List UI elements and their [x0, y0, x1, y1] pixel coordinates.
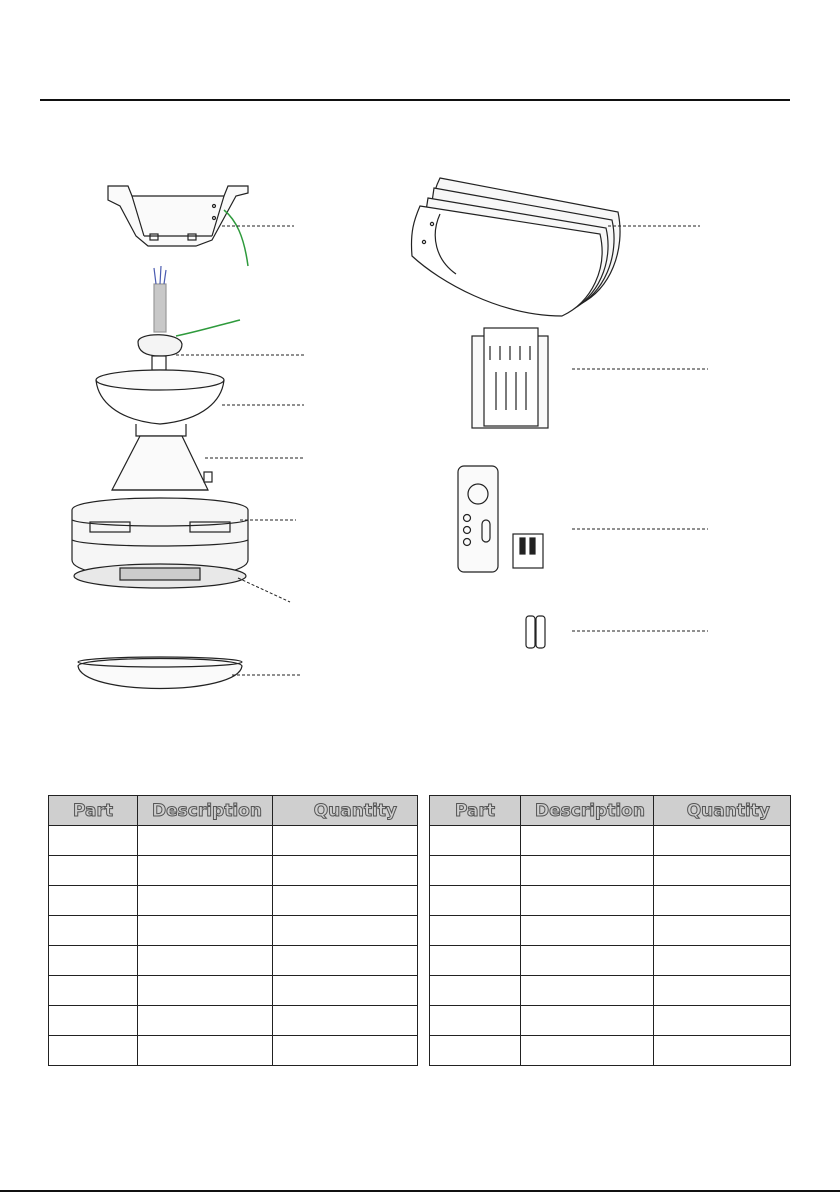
cell-quantity [654, 976, 791, 1006]
batteries-drawing [526, 616, 545, 648]
table-row [430, 826, 791, 856]
cell-quantity [654, 886, 791, 916]
cell-part [430, 916, 521, 946]
cell-part [49, 856, 138, 886]
cell-description [138, 916, 273, 946]
cell-quantity [273, 886, 418, 916]
cell-part [49, 916, 138, 946]
cell-quantity [273, 976, 418, 1006]
cell-part [430, 1006, 521, 1036]
cell-quantity [654, 856, 791, 886]
leader-line [238, 578, 290, 602]
cell-part [430, 976, 521, 1006]
cell-part [430, 1036, 521, 1066]
cell-description [138, 976, 273, 1006]
table-row [49, 946, 418, 976]
cell-quantity [273, 1036, 418, 1066]
hanger-ball-drawing [138, 320, 240, 370]
table-row [49, 826, 418, 856]
cell-quantity [654, 1036, 791, 1066]
header-quantity: Quantity [273, 796, 418, 826]
cell-part [49, 826, 138, 856]
cell-description [521, 826, 654, 856]
header-part: Part [49, 796, 138, 826]
cell-quantity [654, 946, 791, 976]
table-row [430, 1006, 791, 1036]
receiver-drawing [472, 328, 548, 428]
light-shade-drawing [78, 657, 242, 689]
cell-part [49, 976, 138, 1006]
table-row [49, 976, 418, 1006]
cell-part [49, 1036, 138, 1066]
cell-part [430, 946, 521, 976]
table-row [430, 916, 791, 946]
table-header-row [430, 796, 791, 826]
cell-quantity [273, 826, 418, 856]
cell-description [521, 976, 654, 1006]
table-row [49, 886, 418, 916]
motor-housing-drawing [72, 436, 248, 588]
cell-description [138, 856, 273, 886]
parts-table-left [48, 795, 418, 1066]
cell-quantity [654, 916, 791, 946]
header-quantity: Quantity [654, 796, 791, 826]
cell-description [521, 856, 654, 886]
table-row [430, 856, 791, 886]
blades-drawing [411, 178, 620, 316]
cell-quantity [273, 856, 418, 886]
table-row [430, 1036, 791, 1066]
cell-quantity [273, 946, 418, 976]
cell-description [521, 946, 654, 976]
cell-quantity [654, 826, 791, 856]
header-part: Part [430, 796, 521, 826]
cell-part [430, 886, 521, 916]
table-row [49, 916, 418, 946]
cell-quantity [273, 916, 418, 946]
cell-quantity [273, 1006, 418, 1036]
cell-part [430, 856, 521, 886]
cell-quantity [654, 1006, 791, 1036]
table-header-row [49, 796, 418, 826]
cell-part [49, 1006, 138, 1036]
header-description: Description [138, 796, 273, 826]
cell-description [138, 946, 273, 976]
table-row [430, 946, 791, 976]
cell-part [430, 826, 521, 856]
cell-description [138, 1036, 273, 1066]
cell-description [521, 1036, 654, 1066]
cell-description [521, 1006, 654, 1036]
cell-part [49, 946, 138, 976]
header-description: Description [521, 796, 654, 826]
cell-part [49, 886, 138, 916]
cell-description [138, 826, 273, 856]
cell-description [138, 1006, 273, 1036]
wires-drawing [154, 266, 166, 332]
cell-description [521, 886, 654, 916]
table-row [49, 1006, 418, 1036]
canopy-drawing [96, 370, 224, 436]
table-row [49, 856, 418, 886]
table-row [430, 976, 791, 1006]
cell-description [138, 886, 273, 916]
parts-table-right [429, 795, 791, 1066]
table-row [49, 1036, 418, 1066]
cell-description [521, 916, 654, 946]
table-row [430, 886, 791, 916]
remote-control-drawing [458, 466, 543, 572]
